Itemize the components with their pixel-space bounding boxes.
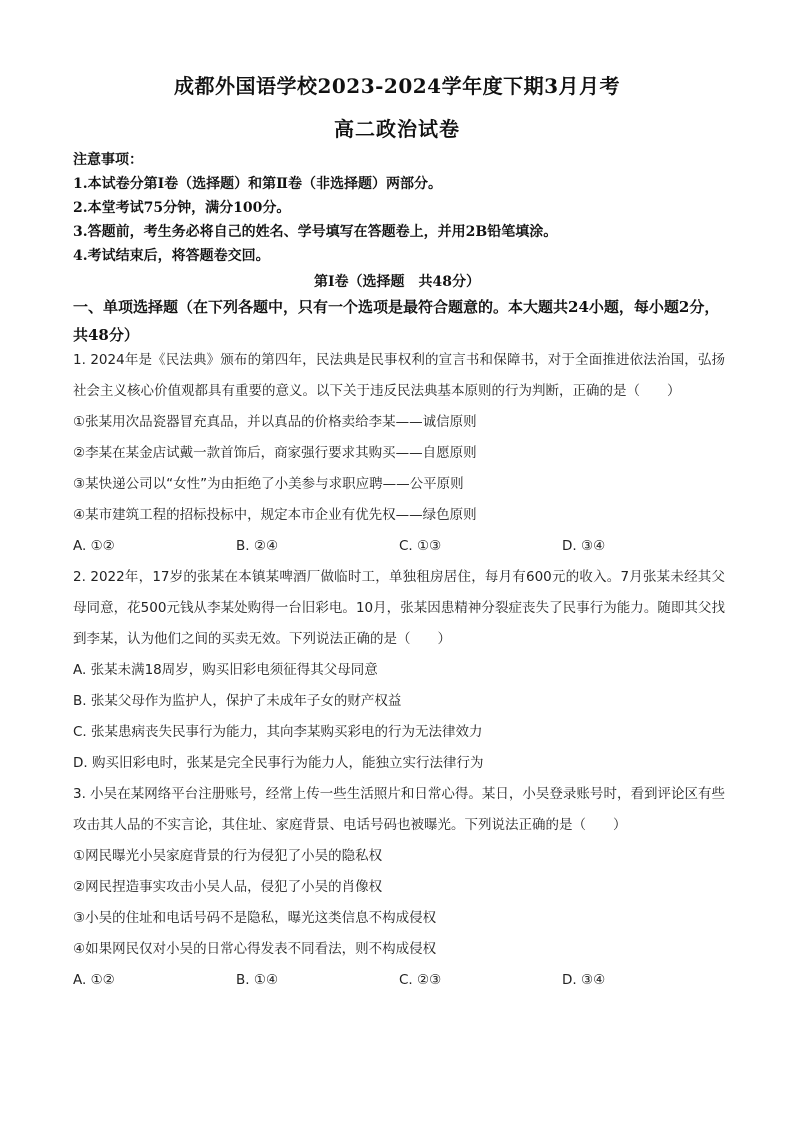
statement-item: ①网民曝光小吴家庭背景的行为侵犯了小吴的隐私权 [73,848,383,864]
option-d: D. ③④ [562,538,606,554]
option-c: C. ②③ [399,972,442,988]
question-3 [73,779,725,996]
option-b: B. ①④ [236,972,279,988]
answer-option: B. 张某父母作为监护人，保护了未成年子女的财产权益 [73,693,402,709]
exam-title: 成都外国语学校2023-2024学年度下期3月月考 [173,74,621,98]
note-item: 2.本堂考试75分钟，满分100分。 [73,200,291,216]
note-item: 4.考试结束后，将答题卷交回。 [73,248,270,264]
statement-item: ②李某在某金店试戴一款首饰后，商家强行要求其购买——自愿原则 [73,445,477,461]
exam-subtitle: 高二政治试卷 [334,117,460,141]
section-title: 一、单项选择题（在下列各题中，只有一个选项是最符合题意的。本大题共24小题，每小题2分，共48分） [73,298,720,344]
statement-item: ④某市建筑工程的招标投标中，规定本市企业有优先权——绿色原则 [73,507,477,523]
answer-option: D. 购买旧彩电时，张某是完全民事行为能力人，能独立实行法律行为 [73,755,484,771]
statement-item: ③小吴的住址和电话号码不是隐私，曝光这类信息不构成侵权 [73,910,437,926]
questions [73,345,725,996]
option-b: B. ②④ [236,538,279,554]
statement-item: ①张某用次品瓷器冒充真品，并以真品的价格卖给李某——诚信原则 [73,414,477,430]
option-c: C. ①③ [399,538,442,554]
option-a: A. ①② [73,972,115,988]
notes-block [73,148,733,268]
question-stem: 3. 小吴在某网络平台注册账号，经常上传一些生活照片和日常心得。某日，小吴登录账号时，看到评论区有些攻击其人品的不实言论，其住址、家庭背景、电话号码也被曝光。下列说法正确的是（ ） [73,786,725,833]
question-stem: 1. 2024年是《民法典》颁布的第四年，民法典是民事权利的宣言书和保障书，对于全面推进依法治国，弘扬社会主义核心价值观都具有重要的意义。以下关于违反民法典基本原则的行为判断，正确的是（ ） [73,352,725,399]
answer-options [73,965,725,996]
answer-options [73,531,725,562]
question-1 [73,345,725,562]
option-a: A. ①② [73,538,115,554]
note-item: 3.答题前，考生务必将自己的姓名、学号填写在答题卷上，并用2B铅笔填涂。 [73,224,558,240]
answer-option: A. 张某未满18周岁，购买旧彩电须征得其父母同意 [73,662,378,678]
statement-item: ②网民捏造事实攻击小吴人品，侵犯了小吴的肖像权 [73,879,383,895]
notes-heading: 注意事项： [73,152,143,168]
part-title: 第Ⅰ卷（选择题 共48分） [313,274,481,290]
statement-item: ④如果网民仅对小吴的日常心得发表不同看法，则不构成侵权 [73,941,437,957]
note-item: 1.本试卷分第Ⅰ卷（选择题）和第Ⅱ卷（非选择题）两部分。 [73,176,442,192]
statement-item: ③某快递公司以“女性”为由拒绝了小美参与求职应聘——公平原则 [73,476,464,492]
answer-option: C. 张某患病丧失民事行为能力，其向李某购买彩电的行为无法律效力 [73,724,483,740]
option-d: D. ③④ [562,972,606,988]
question-stem: 2. 2022年，17岁的张某在本镇某啤酒厂做临时工，单独租房居住，每月有600元的收入。7月张某未经其父母同意，花500元钱从李某处购得一台旧彩电。10月，张某因患精神分裂症丧失了民事行为能力。随即其父找到李某，认为他们之间的买卖无效。下列说法正确的是（ ） [73,569,725,647]
question-2 [73,562,725,779]
